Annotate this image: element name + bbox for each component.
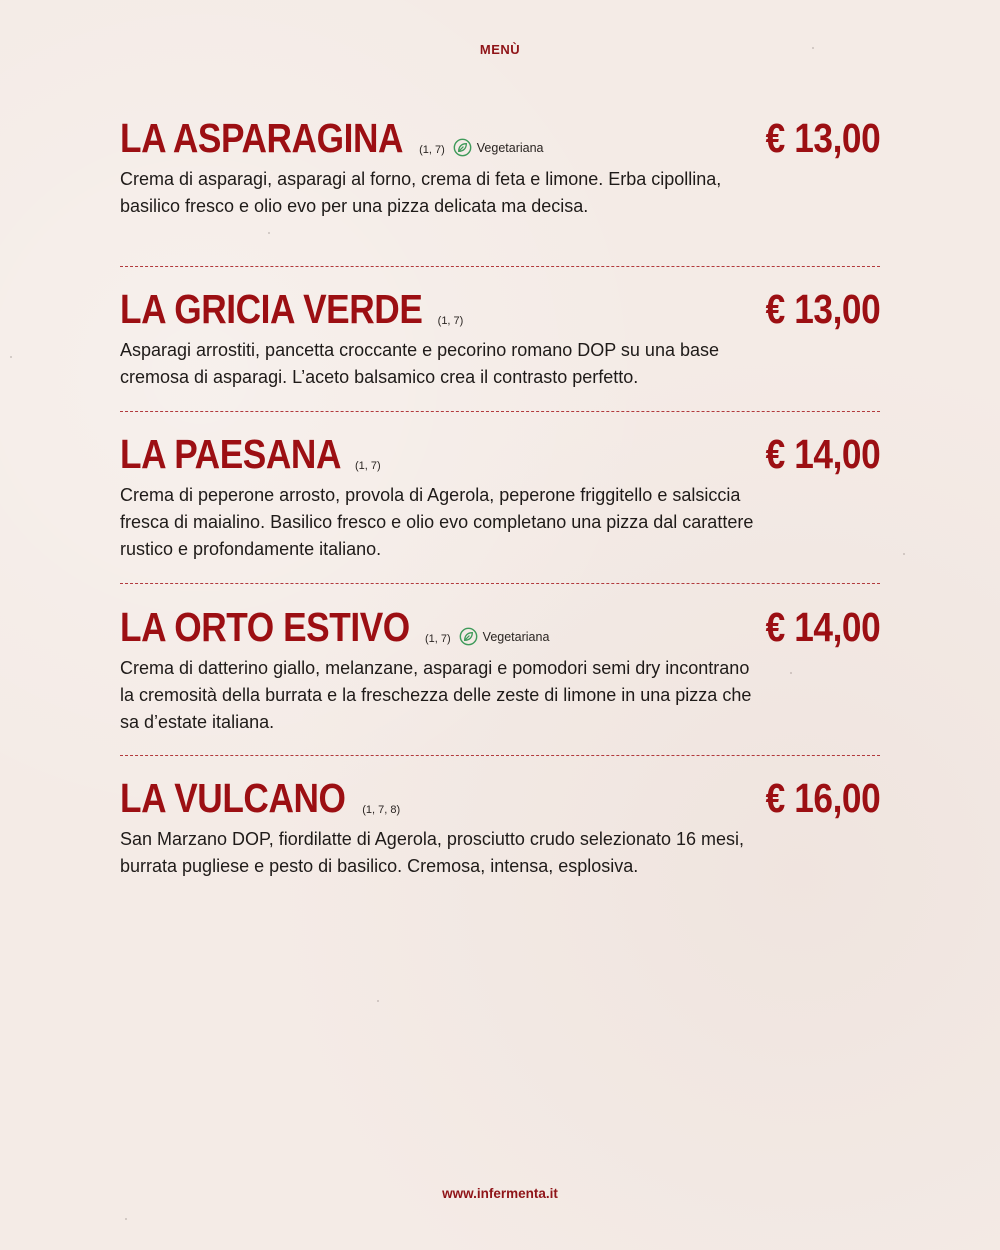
menu-item-price: € 16,00 <box>765 775 880 821</box>
paper-speck <box>125 1218 127 1220</box>
allergen-codes: (1, 7, 8) <box>362 804 401 816</box>
paper-speck <box>268 232 270 234</box>
menu-item <box>120 424 880 563</box>
paper-speck <box>10 356 12 358</box>
menu-item-description: San Marzano DOP, fiordilatte di Agerola, prosciutto crudo selezionato 16 mesi, burrata pugliese e pesto di basilico. Cremosa, intensa, esplosiva. <box>120 829 745 876</box>
menu-item-name: LA ORTO ESTIVO <box>120 604 410 650</box>
allergen-codes: (1, 7) <box>354 460 381 472</box>
vegetarian-label: Vegetariana <box>476 140 544 155</box>
menu-item-description: Crema di datterino giallo, melanzane, asparagi e pomodori semi dry incontrano la cremosità della burrata e la freschezza delle zeste di limone in una pizza che sa d’estate italiana. <box>120 658 752 732</box>
menu-item <box>120 597 880 736</box>
allergen-codes: (1, 7) <box>419 144 445 156</box>
paper-speck <box>377 1000 379 1002</box>
menu-item-price: € 13,00 <box>765 286 880 332</box>
menu-item-price: € 14,00 <box>765 604 880 650</box>
menu-item-name: LA PAESANA <box>120 431 341 477</box>
menu-item <box>120 768 880 880</box>
menu-item-description: Crema di peperone arrosto, provola di Agerola, peperone friggitello e salsiccia fresca di maialino. Basilico fresco e olio evo completano una pizza dal carattere rustico e profondamente italiano. <box>120 485 754 559</box>
menu-item-price: € 14,00 <box>765 431 880 477</box>
menu-item <box>120 279 880 391</box>
vegetarian-badge <box>459 627 550 646</box>
menu-item-name: LA ASPARAGINA <box>120 115 404 161</box>
dashed-divider <box>120 411 880 412</box>
dashed-divider <box>120 583 880 584</box>
leaf-icon <box>453 138 472 157</box>
menu-item-title-row <box>120 108 880 160</box>
menu-item-title-row <box>120 768 880 820</box>
menu-item-name: LA GRICIA VERDE <box>120 286 423 332</box>
menu-item-title-row <box>120 597 880 649</box>
vegetarian-badge <box>453 138 544 157</box>
menu-item-description: Asparagi arrostiti, pancetta croccante e pecorino romano DOP su una base cremosa di asparagi. L’aceto balsamico crea il contrasto perfetto. <box>120 340 720 387</box>
menu-item-name: LA VULCANO <box>120 775 346 821</box>
website-link[interactable]: www.infermenta.it <box>442 1186 558 1201</box>
page-title: MENÙ <box>479 42 521 57</box>
paper-speck <box>903 553 905 555</box>
leaf-icon <box>459 627 478 646</box>
menu-item <box>120 108 880 220</box>
menu-item-price: € 13,00 <box>765 115 880 161</box>
menu-item-title-row <box>120 424 880 476</box>
menu-item-title-row <box>120 279 880 331</box>
allergen-codes: (1, 7) <box>437 315 464 327</box>
dashed-divider <box>120 266 880 267</box>
vegetarian-label: Vegetariana <box>482 629 550 644</box>
dashed-divider <box>120 755 880 756</box>
menu-item-description: Crema di asparagi, asparagi al forno, crema di feta e limone. Erba cipollina, basilico fresco e olio evo per una pizza delicata ma decisa. <box>120 169 722 216</box>
allergen-codes: (1, 7) <box>424 633 451 645</box>
